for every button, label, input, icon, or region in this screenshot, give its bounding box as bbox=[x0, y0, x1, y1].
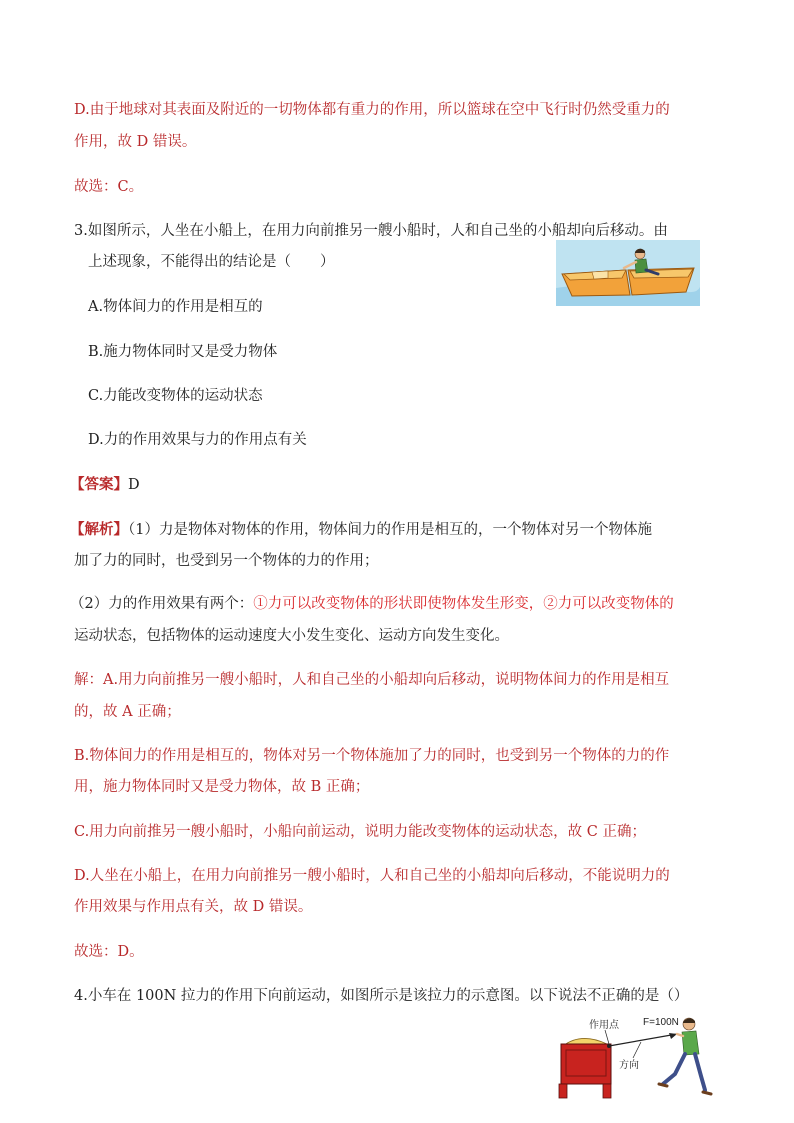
q3-solution-a1: 解：A.用力向前推另一艘小船时，人和自己坐的小船却向后移动，说明物体间力的作用是相互 bbox=[74, 672, 670, 688]
q3-analysis-line2: 加了力的同时，也受到另一个物体的力的作用； bbox=[74, 553, 379, 569]
q3-solution-a2: 的，故 A 正确； bbox=[74, 704, 181, 720]
q3-final: 故选：D。 bbox=[74, 944, 144, 960]
fig-label-dir: 方向 bbox=[619, 1060, 639, 1071]
analysis-label: 【解析】 bbox=[70, 521, 128, 538]
answer-value: D bbox=[128, 477, 140, 493]
q3-stem-line2: 上述现象，不能得出的结论是（ ） bbox=[88, 254, 335, 270]
analysis-highlight: ①力可以改变物体的形状即使物体发生形变，②力可以改变物体的 bbox=[253, 596, 674, 612]
boats-figure bbox=[556, 240, 700, 306]
q3-analysis-line3 bbox=[70, 594, 674, 614]
q3-analysis-line4: 运动状态，包括物体的运动速度大小发生变化、运动方向发生变化。 bbox=[74, 628, 509, 644]
answer-label: 【答案】 bbox=[70, 476, 128, 493]
prev-answer: 故选：C。 bbox=[74, 179, 144, 195]
fig-label-force: F=100N bbox=[643, 1017, 679, 1028]
analysis-text-1a: （1）力是物体对物体的作用，物体间力的作用是相互的，一个物体对另一个物体施 bbox=[128, 522, 652, 538]
q3-solution-c: C.用力向前推另一艘小船时，小船向前运动，说明力能改变物体的运动状态，故 C 正确； bbox=[74, 824, 646, 840]
q3-solution-b1: B.物体间力的作用是相互的，物体对另一个物体施加了力的同时，也受到另一个物体的力的作 bbox=[74, 748, 670, 764]
q3-option-a: A.物体间力的作用是相互的 bbox=[88, 299, 263, 315]
q3-option-d: D.力的作用效果与力的作用点有关 bbox=[88, 432, 307, 448]
analysis-text-2a: （2）力的作用效果有两个： bbox=[70, 596, 254, 612]
q3-option-c: C.力能改变物体的运动状态 bbox=[88, 388, 263, 404]
prev-d-line2: 作用，故 D 错误。 bbox=[74, 134, 197, 150]
q4-stem: 4.小车在 100N 拉力的作用下向前运动，如图所示是该拉力的示意图。以下说法不正确的是（） bbox=[74, 988, 689, 1004]
fig-label-point: 作用点 bbox=[589, 1020, 619, 1031]
q3-option-b: B.施力物体同时又是受力物体 bbox=[88, 344, 278, 360]
q3-analysis-line1 bbox=[70, 520, 652, 540]
prev-d-line1: D.由于地球对其表面及附近的一切物体都有重力的作用，所以篮球在空中飞行时仍然受重力的 bbox=[74, 102, 670, 118]
cart-figure bbox=[553, 1010, 723, 1110]
q3-answer bbox=[70, 475, 140, 495]
q3-stem-line1: 3.如图所示，人坐在小船上，在用力向前推另一艘小船时，人和自己坐的小船却向后移动。由 bbox=[74, 223, 668, 239]
q3-solution-d1: D.人坐在小船上，在用力向前推另一艘小船时，人和自己坐的小船却向后移动，不能说明力的 bbox=[74, 868, 670, 884]
q3-solution-b2: 用，施力物体同时又是受力物体，故 B 正确； bbox=[74, 779, 370, 795]
q3-solution-d2: 作用效果与作用点有关，故 D 错误。 bbox=[74, 899, 313, 915]
